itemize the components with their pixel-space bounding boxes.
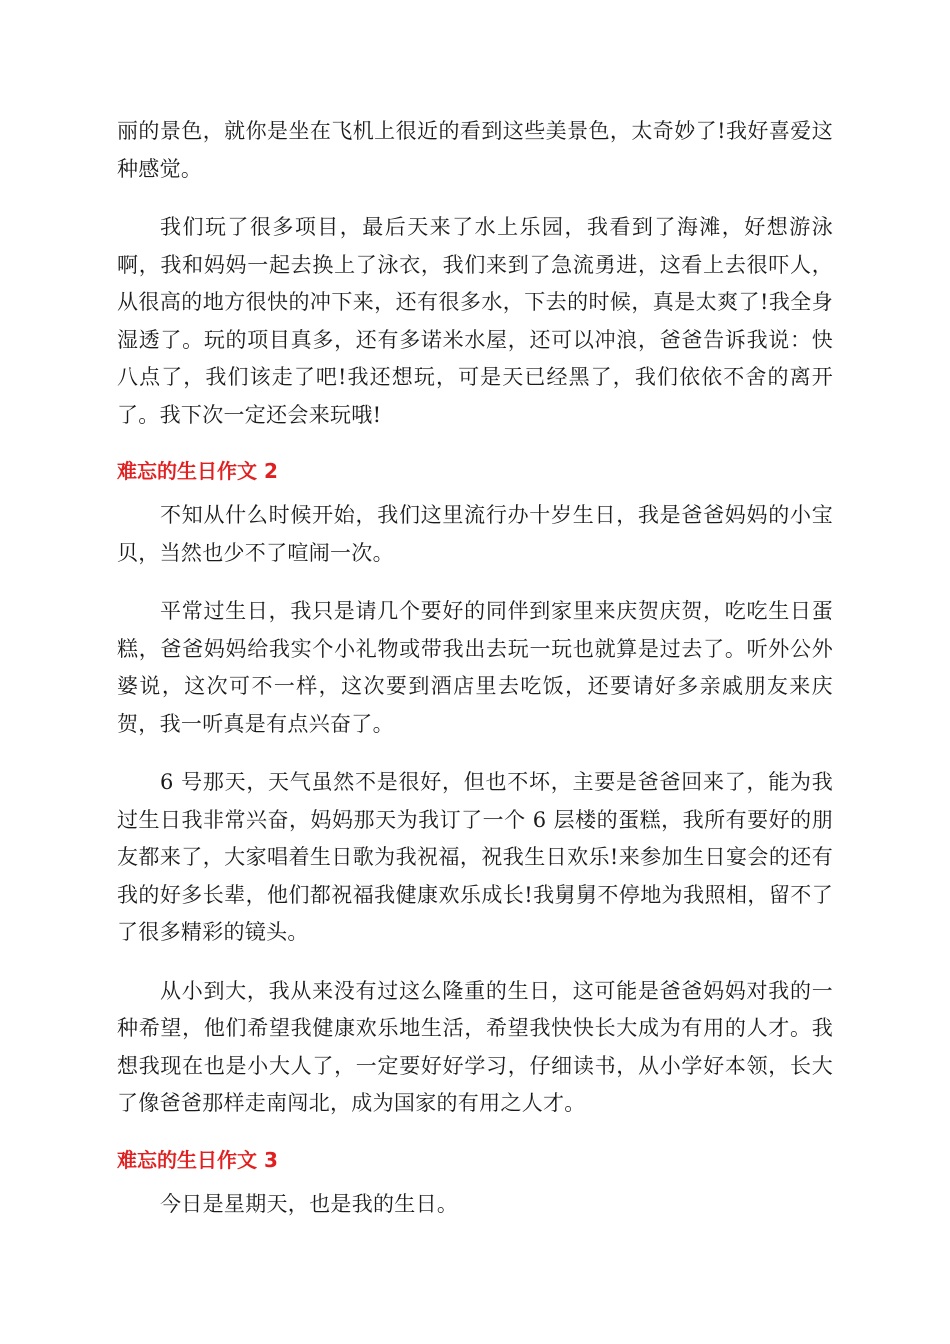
paragraph: 不知从什么时候开始，我们这里流行办十岁生日，我是爸爸妈妈的小宝贝，当然也少不了喧闹一次。 [117, 503, 833, 565]
paragraph: 平常过生日，我只是请几个要好的同伴到家里来庆贺庆贺，吃吃生日蛋糕，爸爸妈妈给我实个小礼物或带我出去玩一玩也就算是过去了。听外公外婆说，这次可不一样，这次要到酒店里去吃饭，还要请好多亲戚朋友来庆贺，我一听真是有点兴奋了。 [117, 599, 833, 736]
section-heading: 难忘的生日作文 2 [117, 459, 278, 483]
paragraph: 从小到大，我从来没有过这么隆重的生日，这可能是爸爸妈妈对我的一种希望，他们希望我健康欢乐地生活，希望我快快长大成为有用的人才。我想我现在也是小大人了，一定要好好学习，仔细读书，从小学好本领，长大了像爸爸那样走南闯北，成为国家的有用之人才。 [117, 978, 833, 1115]
paragraph: 我们玩了很多项目，最后天来了水上乐园，我看到了海滩，好想游泳啊，我和妈妈一起去换上了泳衣，我们来到了急流勇进，这看上去很吓人，从很高的地方很快的冲下来，还有很多水，下去的时候，真是太爽了!我全身湿透了。玩的项目真多，还有多诺米水屋，还可以冲浪，爸爸告诉我说：快八点了，我们该走了吧!我还想玩，可是天已经黑了，我们依依不舍的离开了。我下次一定还会来玩哦! [117, 215, 833, 427]
document-body [117, 113, 833, 1244]
paragraph: 6 号那天，天气虽然不是很好，但也不坏，主要是爸爸回来了，能为我过生日我非常兴奋，妈妈那天为我订了一个 6 层楼的蛋糕，我所有要好的朋友都来了，大家唱着生日歌为我祝福，祝我生日欢乐!来参加生日宴会的还有我的好多长辈，他们都祝福我健康欢乐成长!我舅舅不停地为我照相，留不了了很多精彩的镜头。 [117, 770, 833, 944]
section-heading: 难忘的生日作文 3 [117, 1147, 278, 1172]
paragraph: 今日是星期天，也是我的生日。 [160, 1191, 459, 1216]
paragraph: 丽的景色，就你是坐在飞机上很近的看到这些美景色，太奇妙了!我好喜爱这种感觉。 [117, 119, 833, 181]
